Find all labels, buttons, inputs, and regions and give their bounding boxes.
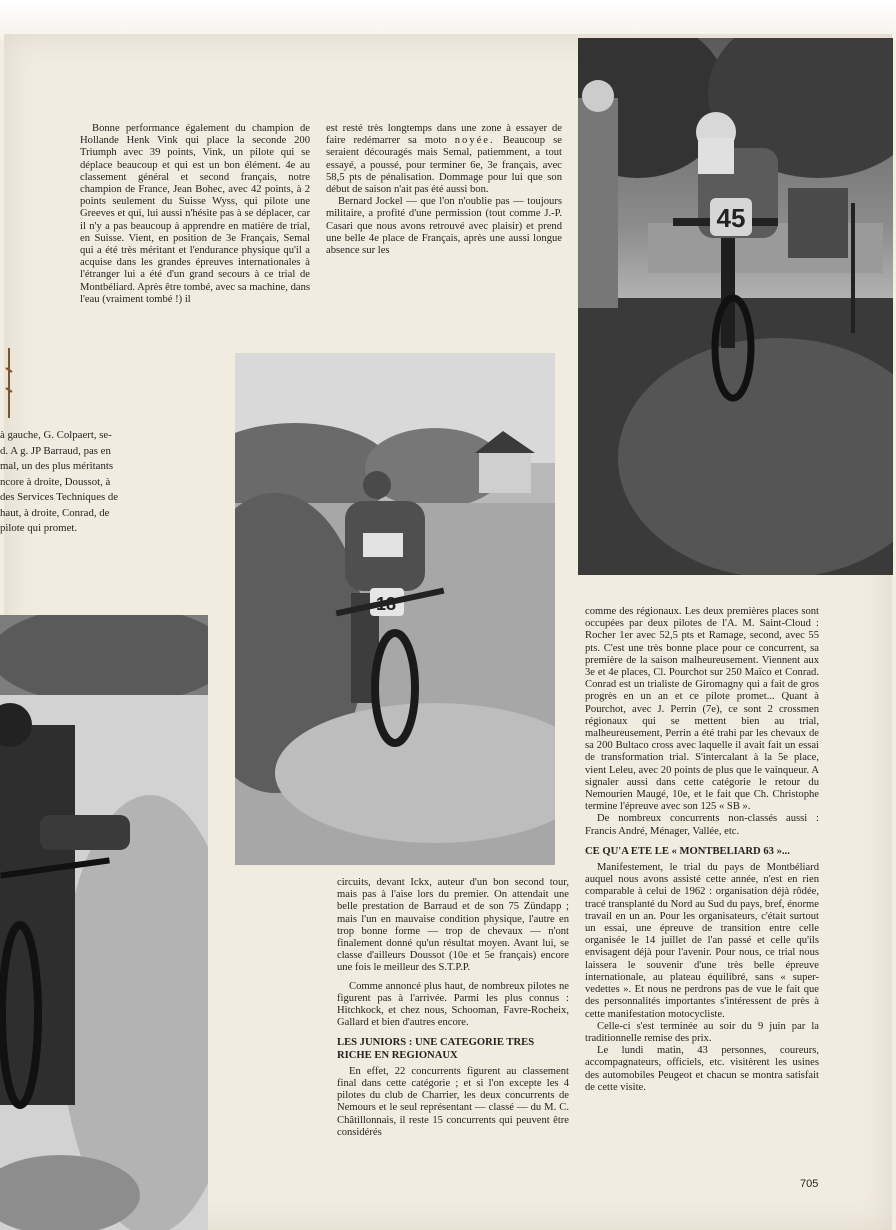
paragraph: Celle-ci s'est terminée au soir du 9 juin par la traditionnelle remise des prix. — [585, 1020, 819, 1044]
paragraph: circuits, devant Ickx, auteur d'un bon second tour, mais pas à l'aise lors du premier. On attendait une belle prestation de Barraud et de son 75 Zündapp ; mais l'un en mauvaise condition physique, l'autre en trop bonne forme — trop de chevaux — n'ont finalement donné qu'un résultat moyen. Avant lui, se classe d'ailleurs Doussot (10e et 5e français) encore une fois le meilleur des S.T.P.P. — [337, 877, 569, 974]
section-heading: CE QU'A ETE LE « MONTBELIARD 63 »... — [585, 845, 790, 857]
paragraph: En effet, 22 concurrents figurent au classement final dans cette catégorie ; et si l'on excepte les 4 pilotes du club de Charrier, les deux concurrents de Nemours et le seul représentant — classé — du M. C. Châtillonnais, il reste 15 concurrents qui peuvent être considérés — [337, 1065, 569, 1138]
photo-caption: à gauche, G. Colpaert, se- d. A g. JP Barraud, pas en mal, un des plus méritants ncore à droite, Doussot, à des Services Techniques de haut, à droite, Conrad, de pilote qui promet. — [0, 429, 119, 534]
photo-rider-45 — [578, 38, 893, 575]
binding-clip-mark — [4, 348, 14, 418]
paragraph: Bernard Jockel — que l'on n'oublie pas — toujours militaire, a profité d'une permission (tout comme J.-P. Casari que nous avons retrouvé avec plaisir) et prend une belle 4e place de Français, après une aussi longue absence sur les — [326, 196, 562, 257]
photo-rider-18 — [235, 353, 555, 865]
paragraph: comme des régionaux. Les deux premières places sont occupées par deux pilotes de l'A. M. Saint-Cloud : Rocher 1er avec 52,5 pts et Ramage, second, avec 55 pts. C'est une très bonne place pour ce concurrent, sa première de la saison malheureusement. Viennent aux 3e et 4e places, Cl. Pourchot sur 250 Maïco et Conrad. Conrad est un trialiste de Giromagny qui a fait de gros progrès en un an et ce pilote promet... Quant à Pourchot, avec J. Perrin (7e), ce sont 2 crossmen régionaux qui se mettent bien au trial, malheureusement, Perrin a été trahi par les chevaux de sa 200 Bultaco cross avec laquelle il avait fait un essai de transformation trial. S'intercalant à la 5e place, vient Leleu, avec 20 points de plus que le vainqueur. A signaler aussi dans cette catégorie le retour du Nemourien Maugé, 10e, et le fait que Ch. Christophe termine l'épreuve avec son 125 « SB ». — [585, 606, 819, 813]
article-column-4 — [585, 606, 819, 1094]
page-number: 705 — [800, 1178, 819, 1190]
article-column-1 — [80, 123, 310, 306]
paragraph: Bonne performance également du champion de Hollande Henk Vink qui place la seconde 200 Triumph avec 39 points, Vink, un pilote qui se déplace beaucoup et qui est un bon élément. 4e au classement général et second français, notre champion de France, Jean Bohec, avec 42 points, à 2 points seulement du Suisse Wyss, qui pilote une Greeves et qui, lui aussi n'hésite pas à se déplacer, car il n'y a pas beaucoup à apprendre en matière de trial, en Suisse. Vient, en position de 3e Français, Semal qui a été très méritant et l'endurance physique qu'il a acquise dans les grandes épreuves internationales à l'étranger lui a été d'un grand secours à ce trial de Montbéliard. Après être tombé, avec sa machine, dans l'eau (vraiment tombé !) il — [80, 123, 310, 305]
paragraph: est resté très longtemps dans une zone à essayer de faire redémarrer sa moto noyée. Beaucoup se seraient découragés mais Semal, patiemment, a tout essayé, a poussé, pour terminer 6e, 3e français, avec 58,5 pts de pénalisation. Dommage pour lui que son début de saison n'ait pas été aussi bon. — [326, 123, 562, 196]
number-plate-45: 45 — [716, 203, 746, 233]
article-column-2 — [326, 123, 562, 257]
paragraph: De nombreux concurrents non-classés aussi : Francis André, Ménager, Vallée, etc. — [585, 813, 819, 837]
section-heading: LES JUNIORS : UNE CATEGORIE TRES RICHE EN REGIONAUX — [337, 1037, 535, 1061]
paragraph: Le lundi matin, 43 personnes, coureurs, accompagnateurs, officiels, etc. visitèrent les usines des automobiles Peugeot et chacun se montra satisfait de cette visite. — [585, 1045, 819, 1093]
paragraph: Manifestement, le trial du pays de Montbéliard auquel nous avons assisté cette année, n'est en rien comparable à celui de 1962 : organisation déjà rôdée, tracé transplanté du Nord au Sud du pays, bref, énorme travail en un an. Pour les organisateurs, c'était surtout un essai, une épreuve de transition entre celle organisée le 14 juillet de l'an passé et celle qu'ils envisagent déjà pour l'avenir. Pour nous, ce trial nous laissera le souvenir d'une très belle épreuve internationale, au plateau équilibré, sans « super-vedettes ». Et nous ne perdrons pas de vue le fait que des personnalités importantes s'intéressent de près à cette manifestation motocycliste. — [585, 862, 819, 1020]
photo-rider-water — [0, 615, 208, 1230]
article-column-3 — [337, 877, 569, 1139]
paragraph: Comme annoncé plus haut, de nombreux pilotes ne figurent pas à l'arrivée. Parmi les plus connus : Hitchkock, et chez nous, Schooman, Favre-Rocheix, Gallard et bien d'autres encore. — [337, 980, 569, 1029]
